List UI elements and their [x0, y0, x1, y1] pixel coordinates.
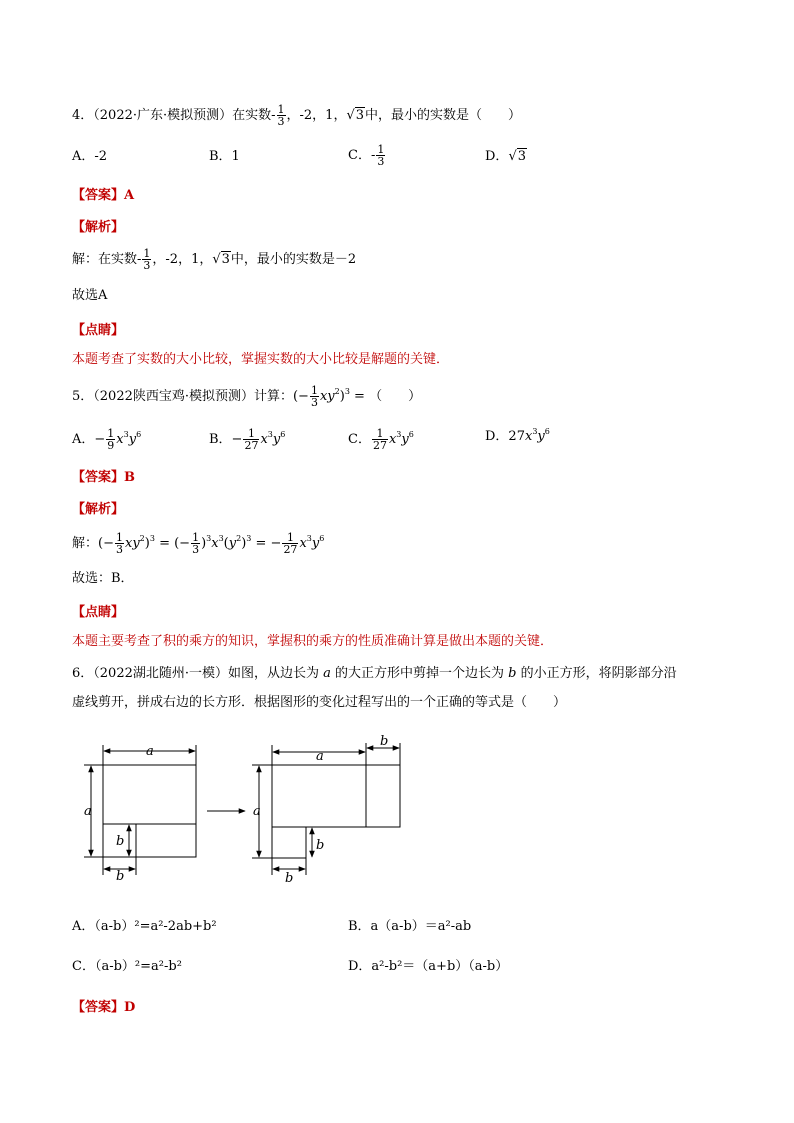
rearranged-rect	[272, 765, 400, 827]
q6-figure	[60, 735, 420, 885]
q4-stem: 4．（2022·广东·模拟预测）在实数- $\frac{1}{3}$ ，-2，1，√3中，最小的实数是（ ）	[72, 103, 522, 128]
label-b: b	[285, 871, 294, 885]
label-b: b	[116, 869, 125, 884]
q6-option-a[interactable]: A．（a-b）²=a²-2ab+b²	[72, 919, 217, 934]
q6-answer: 【答案】D	[72, 1000, 136, 1015]
q5-option-d[interactable]: D．$27x^3y^6$	[485, 427, 550, 444]
q4-comment-heading: 【点睛】	[72, 323, 125, 338]
q6-stem-line1: 6．（2022湖北随州·一模）如图，从边长为 a 的大正方形中剪掉一个边长为 b 的小正方形，将阴影部分沿	[72, 666, 677, 681]
q5-answer: 【答案】B	[72, 470, 136, 485]
q4-solution: 解：在实数- $\frac{1}{3}$ ，-2，1，√3中，最小的实数是－2	[72, 247, 357, 272]
q4-analysis-heading: 【解析】	[72, 220, 125, 235]
q4-answer: 【答案】A	[72, 188, 135, 203]
q4-comment: 本题考查了实数的大小比较，掌握实数的大小比较是解题的关键．	[72, 352, 450, 367]
q5-option-c[interactable]: C． $\frac{1}{27}$ $x^3y^6$	[348, 427, 414, 452]
q6-stem-line2: 虚线剪开，拼成右边的长方形．根据图形的变化过程写出的一个正确的等式是（ ）	[72, 695, 567, 710]
label-a: a	[146, 744, 154, 759]
q5-solution: 解：(− $\frac{1}{3}$ $xy^2)^3$ = (− $\frac{1}{3}$ )$^3x^3(y^2)^3$ = − $\frac{1}{27}$ $x^3y^6$	[72, 531, 325, 556]
q4-option-b[interactable]: B．1	[209, 149, 240, 164]
label-a: a	[316, 749, 324, 764]
q5-analysis-heading: 【解析】	[72, 502, 125, 517]
q4-option-d[interactable]: D．√3	[485, 149, 527, 164]
label-a: a	[253, 804, 261, 819]
q5-option-a[interactable]: A．− $\frac{1}{9}$ $x^3y^6$	[72, 427, 142, 452]
sqrt-symbol: √3	[346, 108, 365, 123]
q4-conclusion: 故选A	[72, 288, 108, 303]
q6-option-d[interactable]: D．a²-b²＝（a+b）（a-b）	[348, 959, 509, 974]
q5-comment-heading: 【点睛】	[72, 605, 125, 620]
q6-option-b[interactable]: B．a（a-b）＝a²-ab	[348, 919, 472, 934]
label-b: b	[116, 834, 125, 849]
q4-option-a[interactable]: A．-2	[72, 149, 108, 164]
q5-conclusion: 故选：B．	[72, 571, 134, 586]
q5-stem: 5．（2022陕西宝鸡·模拟预测）计算：(− $\frac{1}{3}$ $xy^2)^3$ = （ ）	[72, 384, 422, 409]
label-b: b	[380, 735, 389, 749]
label-a: a	[84, 804, 92, 819]
fraction: $\frac{1}{3}$	[277, 103, 285, 128]
q6-option-c[interactable]: C．（a-b）²=a²-b²	[72, 959, 182, 974]
q4-option-c[interactable]: C．- $\frac{1}{3}$	[348, 143, 385, 168]
q5-comment: 本题主要考查了积的乘方的知识，掌握积的乘方的性质准确计算是做出本题的关键．	[72, 634, 554, 649]
q5-option-b[interactable]: B．− $\frac{1}{27}$ $x^3y^6$	[209, 427, 286, 452]
label-b: b	[316, 838, 325, 853]
